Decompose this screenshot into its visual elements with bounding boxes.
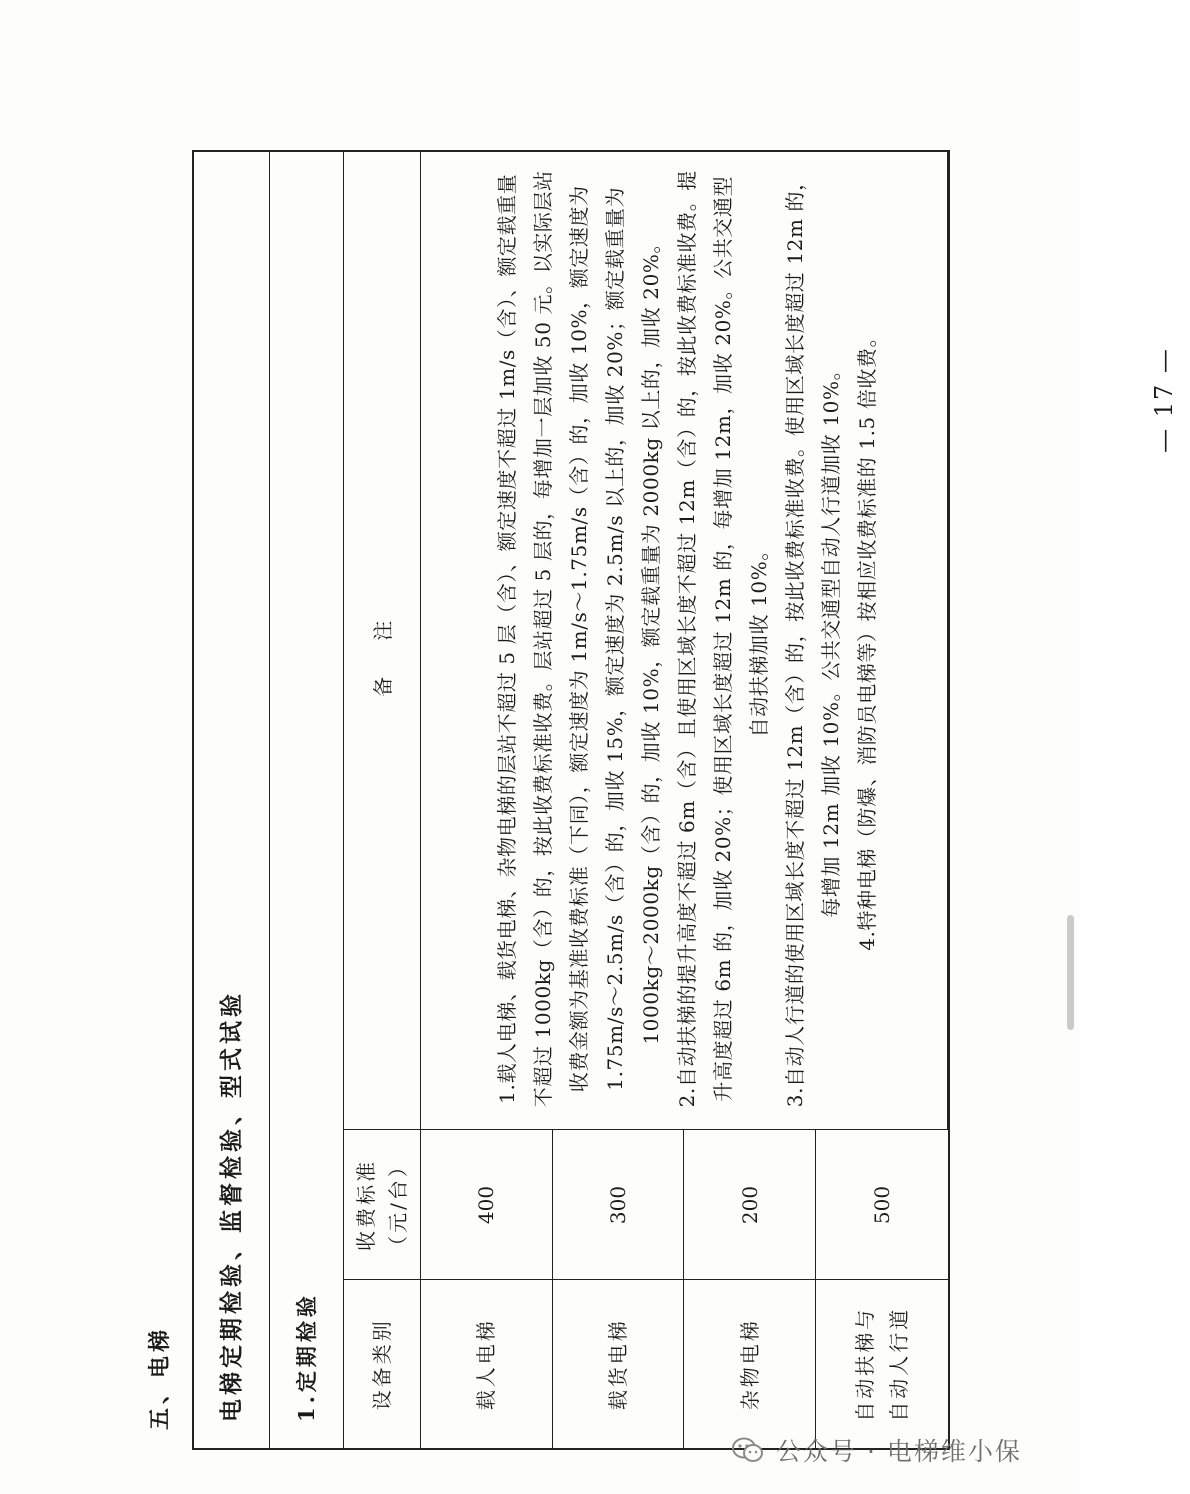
- header-fee: [344, 1130, 420, 1280]
- fee-cell: 300: [552, 1130, 684, 1280]
- header-notes: 备注: [344, 152, 420, 1130]
- notes-cell: [420, 152, 947, 1130]
- section-heading: 五、电梯: [147, 1325, 173, 1430]
- header-fee-line1: 收费标准: [353, 1159, 378, 1251]
- category-line: 自动扶梯与: [852, 1306, 877, 1422]
- fee-table-frame: [192, 150, 950, 1450]
- note-paragraph: 4.特种电梯（防爆、消防员电梯等）按相应收费标准的 1.5 倍收费。: [854, 326, 879, 951]
- table-title: 电梯定期检验、监督检验、型式试验: [194, 152, 270, 1448]
- header-category: 设备类别: [344, 1280, 420, 1448]
- table-row: [420, 152, 552, 1448]
- watermark: [732, 1430, 1022, 1470]
- rotated-content: [140, 150, 1178, 1450]
- note-paragraph: 3.自动人行道的使用区域长度不超过 12m（含）的，按此收费标准收费。使用区域长度超过 12m 的，每增加 12m 加收 10%。公共交通型自动人行道加收 10%。: [782, 170, 843, 1108]
- category-cell: 载货电梯: [552, 1280, 684, 1448]
- page-number: — 17 —: [1150, 347, 1178, 453]
- table-header-row: [344, 152, 420, 1448]
- scrollbar[interactable]: [1067, 915, 1074, 1030]
- fee-cell: 400: [420, 1130, 552, 1280]
- category-line: 自动人行道: [886, 1306, 911, 1422]
- fee-cell: 200: [684, 1130, 816, 1280]
- watermark-text: 公众号 · 电梯维小保: [776, 1437, 1022, 1466]
- fee-table: [344, 152, 948, 1448]
- table-subtitle: 1.定期检验: [270, 152, 344, 1448]
- fee-cell: 500: [816, 1130, 948, 1280]
- note-paragraph: 1.载人电梯、载货电梯、杂物电梯的层站不超过 5 层（含）、额定速度不超过 1m/s（含）、额定载重量不超过 1000kg（含）的，按此收费标准收费。层站超过 5 层的，每增加一层加收 50 元。以实际层站收费金额为基准收费标准（下同），额定速度为 1m/s～1.75m/s（含）的，加收 10%，额定速度为 1.75m/s～2.5m/s（含）的，加收 15%，额定速度为 2.5m/s 以上的，加收 20%；额定载重量为 1000kg～2000kg（含）的，加收 10%，额定载重量为 2000kg 以上的，加收 20%。: [494, 170, 663, 1108]
- header-fee-line2: （元/台）: [385, 1154, 410, 1256]
- category-cell: [816, 1280, 948, 1448]
- category-cell: 杂物电梯: [684, 1280, 816, 1448]
- wechat-official-account-icon: [732, 1436, 764, 1464]
- note-paragraph: 2.自动扶梯的提升高度不超过 6m（含）且使用区域长度不超过 12m（含）的，按此收费标准收费。提升高度超过 6m 的，加收 20%；使用区域长度超过 12m 的，每增加 12m，加收 20%。公共交通型自动扶梯加收 10%。: [674, 170, 771, 1108]
- category-cell: 载人电梯: [420, 1280, 552, 1448]
